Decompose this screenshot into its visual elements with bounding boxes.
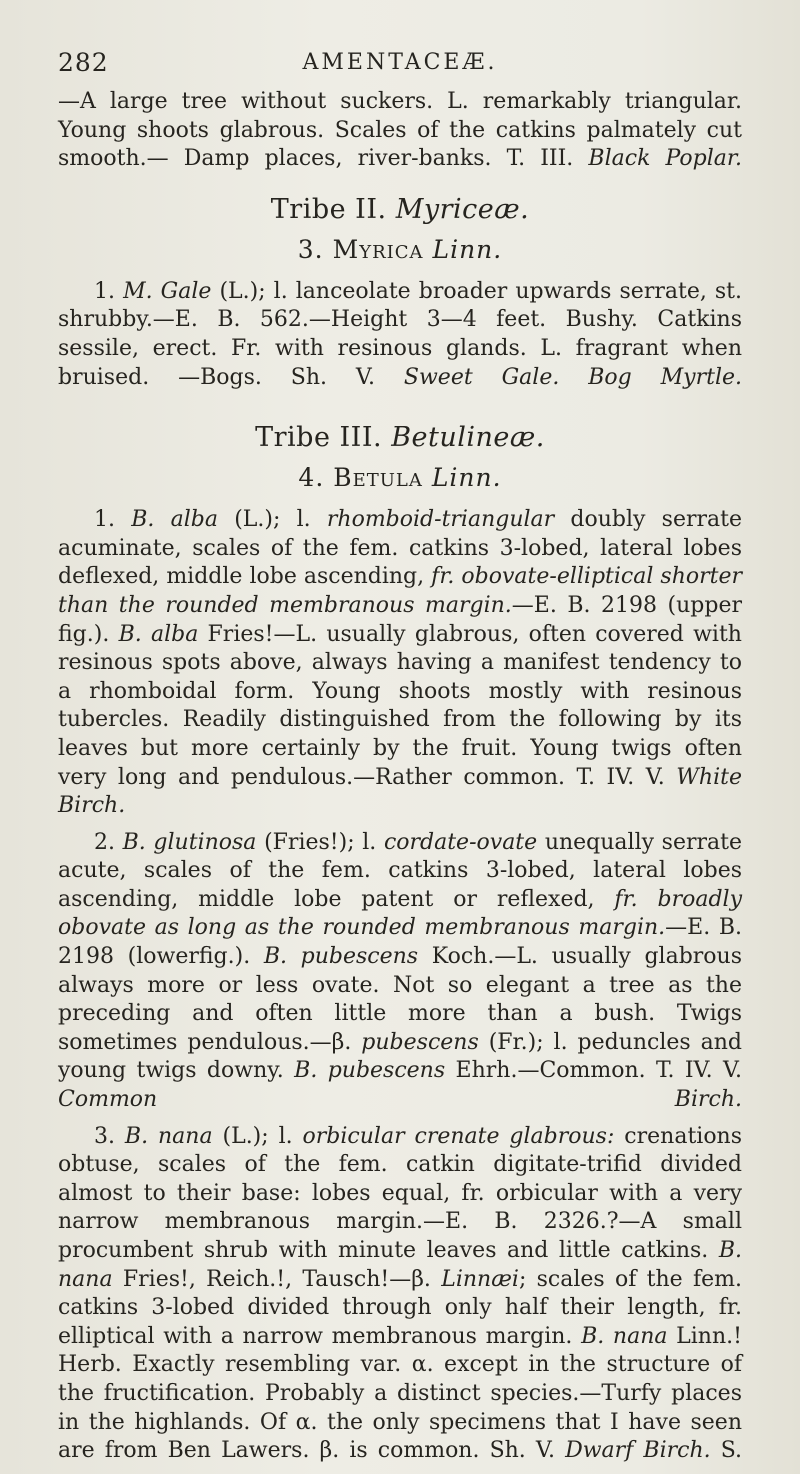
genus-heading-betula [58, 463, 742, 492]
species-text-j: B. pubescens [294, 1058, 446, 1084]
species-text-g: Fries!—L. usually glabrous, often covered with resinous spots above, always having a manifest tendency to a rhomboidal form. Young shoots mostly with resinous tubercles. Readily distinguished from the following by its leaves but more certainly by the fruit. Young twigs often very long and pendulous.—Rather common. T. IV. V. [58, 621, 742, 790]
species-number: 2. [94, 829, 115, 855]
tribe-heading-myriceae [58, 194, 742, 225]
genus-number: 4. [298, 463, 325, 493]
species-text-d: B. nana [58, 1238, 742, 1292]
end-mark: S. [720, 1438, 742, 1464]
species-name: B. nana [124, 1123, 213, 1149]
species-text-b: rhomboid-triangular [326, 507, 555, 533]
species-common-name: White Birch. [58, 764, 742, 819]
page-header [58, 48, 742, 88]
species-text-h: B. nana [581, 1323, 668, 1349]
genus-author: Linn. [431, 463, 502, 493]
species-text-e: Fries!, Reich.!, Tausch!—β. [122, 1266, 431, 1292]
species-text-e: —E. B. 2198 (upper fig.). [58, 592, 742, 647]
species-text-e: —E. B. 2198 (lowerfig.). [58, 915, 742, 970]
running-head: AMENTACEÆ. [302, 50, 498, 75]
species-text-f: B. pubescens [263, 944, 419, 970]
species-text-g: Koch.—L. usually glabrous always more or less ovate. Not so elegant a tree as the preceding and often little more than a bush. Twigs sometimes pendulous.—β. [58, 944, 742, 1055]
species-name: M. Gale [123, 278, 212, 304]
tribe-heading-betulineae [58, 422, 742, 453]
species-entry-betula-alba [58, 506, 742, 821]
species-text-f: Linnæi [441, 1266, 519, 1292]
species-name: B. glutinosa [122, 829, 257, 855]
species-entry-myrica-gale [58, 278, 742, 392]
tribe-label: Tribe II. [270, 193, 387, 225]
species-entry-betula-nana [58, 1123, 742, 1466]
species-common-name: Common Birch. [58, 1087, 742, 1113]
species-text-i: (Fr.); l. peduncles and young twigs downy. [58, 1029, 742, 1084]
intro-text: —A large tree without suckers. L. remarkably triangular. Young shoots glabrous. Scales of the catkins palmately cut smooth.— Damp places, river-banks. T. III. [58, 89, 742, 172]
species-text-b: cordate-ovate [383, 829, 538, 855]
tribe-label: Tribe III. [255, 422, 383, 454]
species-name: B. alba [131, 507, 218, 533]
species-text-f: B. alba [118, 621, 199, 647]
species-text-c: crenations obtuse, scales of the fem. catkin digitate-trifid divided almost to their base: lobes equal, fr. orbicular with a very narrow membranous margin.—E. B. 2326.?—A small procumbent shrub with minute leaves and little catkins. [58, 1123, 743, 1263]
species-text-a: (L.); l. [222, 1123, 293, 1149]
species-common-name: Sweet Gale. Bog Myrtle. [403, 364, 743, 390]
genus-name: Betula [333, 463, 423, 493]
species-text-h: pubescens [361, 1029, 479, 1055]
species-text-a: (Fries!); l. [264, 829, 377, 855]
species-text-b: orbicular crenate glabrous: [302, 1123, 615, 1149]
intro-paragraph [58, 88, 742, 174]
species-number: 3. [94, 1123, 115, 1149]
species-text-c: unequally serrate acute, scales of the fem. catkins 3-lobed, lateral lobes ascending, middle lobe patent or reflexed, [58, 829, 742, 912]
species-description: (L.); l. lanceolate broader upwards serrate, st. shrubby.—E. B. 562.—Height 3—4 feet. Bushy. Catkins sessile, erect. Fr. with resinous glands. L. fragrant when bruised. —Bogs. Sh. V. [58, 278, 743, 390]
genus-heading-myrica [58, 235, 742, 264]
species-text-i: Linn.! Herb. Exactly resembling var. α. except in the structure of the fructification. Probably a distinct species.—Turfy places in the highlands. Of α. the only specimens that I have seen are from Ben Lawers. β. is common. Sh. V. [58, 1323, 742, 1464]
tribe-name: Myriceæ. [395, 193, 530, 225]
section-gap [58, 392, 742, 422]
species-number: 1. [94, 278, 115, 304]
species-text-k: Ehrh.—Common. T. IV. V. [455, 1058, 742, 1084]
genus-number: 3. [297, 234, 324, 264]
species-text-d: fr. obovate-elliptical shorter than the rounded membranous margin. [58, 564, 743, 618]
species-text-d: fr. broadly obovate as long as the rounded membranous margin. [58, 886, 742, 941]
species-text-a: (L.); l. [234, 507, 311, 533]
genus-name: Myrica [332, 234, 424, 264]
species-text-g: ; scales of the fem. catkins 3-lobed divided through only half their length, fr. elliptical with a narrow membranous margin. [58, 1266, 743, 1349]
genus-author: Linn. [432, 234, 503, 264]
species-number: 1. [94, 507, 115, 533]
species-common-name: Dwarf Birch. [565, 1438, 711, 1464]
page-number: 282 [58, 48, 109, 77]
tribe-name: Betulineæ. [391, 422, 545, 454]
species-text-c: doubly serrate acuminate, scales of the fem. catkins 3-lobed, lateral lobes deflexed, middle lobe ascending, [58, 507, 742, 590]
intro-common-name: Black Poplar. [588, 146, 743, 172]
species-entry-betula-glutinosa [58, 829, 742, 1115]
